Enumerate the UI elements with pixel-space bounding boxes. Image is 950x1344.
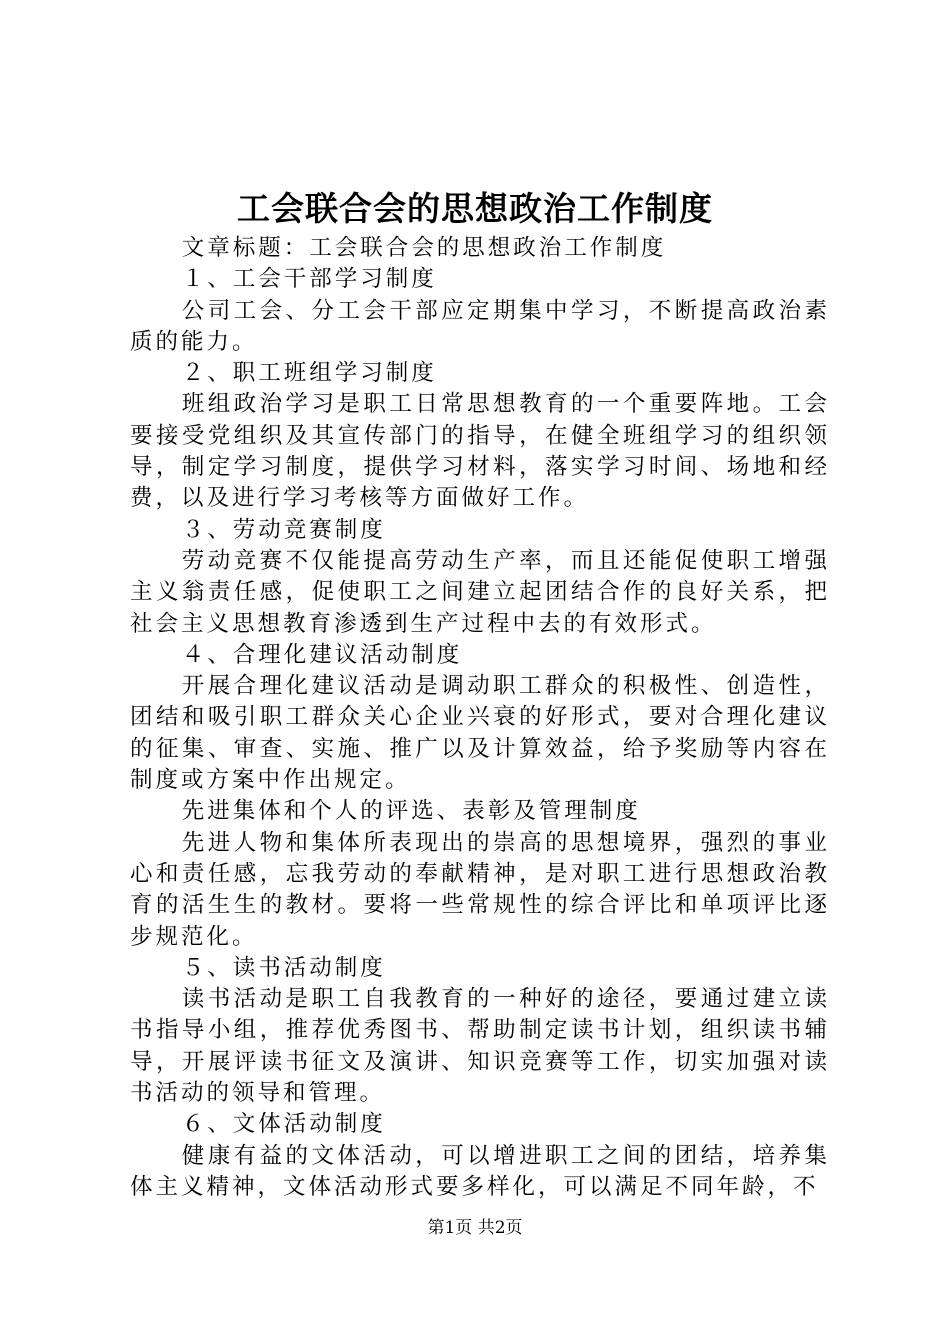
section-paragraph-4: 开展合理化建议活动是调动职工群众的积极性、创造性，团结和吸引职工群众关心企业兴衰的好形式，要对合理化建议的征集、审查、实施、推广以及计算效益，给予奖励等内容在制度或方案中作出规定。: [130, 673, 830, 794]
section-paragraph-3: 劳动竞赛不仅能提高劳动生产率，而且还能促使职工增强主义翁责任感，促使职工之间建立起团结合作的良好关系，把社会主义思想教育渗透到生产过程中去的有效形式。: [130, 547, 830, 637]
article-title-line: 文章标题：工会联合会的思想政治工作制度: [181, 235, 667, 261]
section-paragraph-5: 读书活动是职工自我教育的一种好的途径，要通过建立读书指导小组，推荐优秀图书、帮助制定读书计划，组织读书辅导，开展评读书征文及演讲、知识竞赛等工作，切实加强对读书活动的领导和管理。: [130, 986, 830, 1107]
section-heading-1: １、工会干部学习制度: [181, 266, 437, 293]
document-title: 工会联合会的思想政治工作制度: [237, 189, 713, 228]
section-paragraph-2: 班组政治学习是职工日常思想教育的一个重要阵地。工会要接受党组织及其宣传部门的指导，在健全班组学习的组织领导，制定学习制度，提供学习材料，落实学习时间、场地和经费，以及进行学习考核等方面做好工作。: [130, 391, 830, 512]
section-heading-6: ６、文体活动制度: [181, 1111, 386, 1138]
section-paragraph-1: 公司工会、分工会干部应定期集中学习，不断提高政治素质的能力。: [130, 297, 830, 355]
section-heading-5: ５、读书活动制度: [181, 954, 386, 981]
document-body: [130, 233, 830, 1203]
section-heading-advanced: 先进集体和个人的评选、表彰及管理制度: [181, 798, 641, 825]
section-heading-4: ４、合理化建议活动制度: [181, 641, 463, 668]
section-heading-2: ２、职工班组学习制度: [181, 360, 437, 387]
section-paragraph-advanced: 先进人物和集体所表现出的崇高的思想境界，强烈的事业心和责任感，忘我劳动的奉献精神，是对职工进行思想政治教育的活生生的教材。要将一些常规性的综合评比和单项评比逐步规范化。: [130, 829, 830, 950]
section-heading-3: ３、劳动竞赛制度: [181, 516, 386, 543]
page-number-footer: 第1页 共2页: [427, 1218, 523, 1238]
section-paragraph-6: 健康有益的文体活动，可以增进职工之间的团结，培养集体主义精神，文体活动形式要多样化，可以满足不同年龄，不: [130, 1142, 830, 1200]
